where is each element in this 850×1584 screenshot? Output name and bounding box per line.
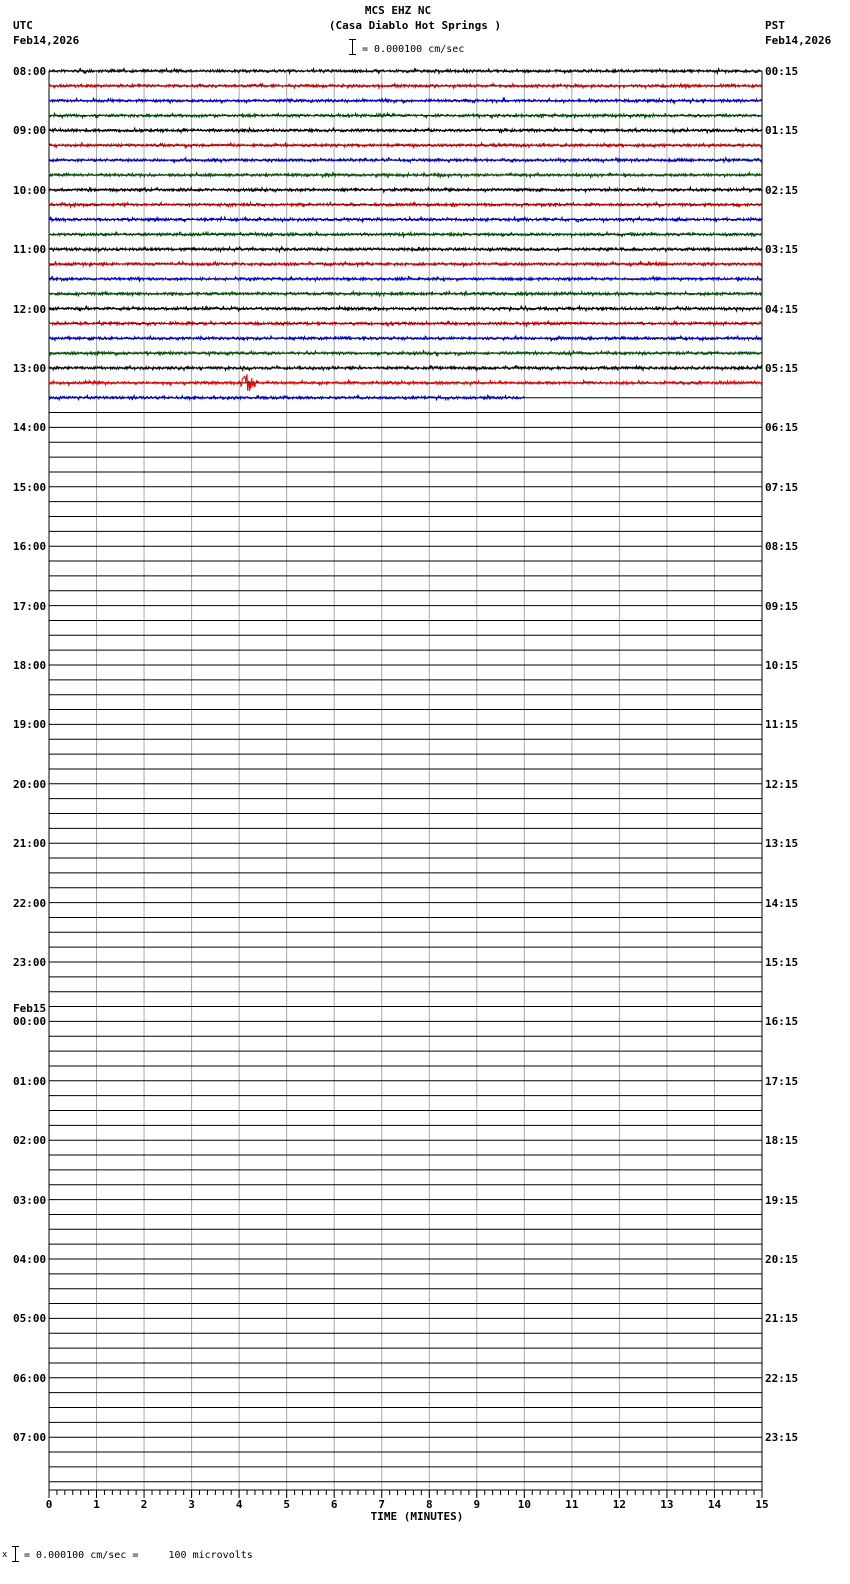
right-hour-label: 15:15: [765, 956, 799, 969]
right-hour-label: 09:15: [765, 599, 799, 613]
left-hour-label: 11:00: [13, 243, 47, 257]
right-hour-label: 19:15: [765, 1193, 799, 1207]
seismic-trace: [49, 247, 762, 252]
x-tick-label: 14: [707, 1498, 722, 1511]
right-hour-label: 08:15: [765, 540, 799, 554]
footer-scale-bar-icon: [12, 1546, 19, 1562]
site-name: (Casa Diablo Hot Springs ): [328, 19, 502, 32]
seismic-trace: [49, 232, 762, 237]
left-timezone: UTC: [13, 19, 33, 32]
seismic-trace: [49, 276, 762, 281]
left-hour-label: 19:00: [13, 718, 47, 732]
left-hour-label: 18:00: [13, 659, 47, 672]
seismic-trace: [49, 217, 762, 222]
right-hour-label: 03:15: [765, 243, 799, 257]
right-hour-label: 22:15: [765, 1371, 799, 1385]
right-hour-label: 04:15: [765, 302, 799, 316]
right-hour-label: 13:15: [765, 837, 799, 851]
left-hour-label: 02:00: [13, 1134, 47, 1148]
left-hour-label: 09:00: [13, 124, 47, 138]
left-hour-label: 08:00: [13, 65, 47, 78]
x-tick-label: 0: [45, 1498, 53, 1511]
seismic-trace: [49, 173, 762, 178]
seismic-trace: [49, 158, 762, 163]
right-hour-label: 10:15: [765, 659, 799, 672]
left-date: Feb14,2026: [13, 34, 80, 47]
x-tick-label: 10: [517, 1498, 531, 1511]
station-title: MCS EHZ NC: [364, 4, 432, 17]
x-tick-label: 5: [283, 1498, 290, 1511]
left-hour-label: 13:00: [13, 362, 47, 375]
x-tick-label: 11: [565, 1498, 579, 1511]
seismic-trace: [49, 366, 762, 371]
left-hour-label: 05:00: [13, 1312, 47, 1326]
left-hour-label: 04:00: [13, 1253, 47, 1266]
right-hour-label: 12:15: [765, 777, 799, 791]
left-hour-label: 01:00: [13, 1074, 47, 1088]
x-tick-label: 4: [235, 1498, 243, 1511]
x-tick-label: 9: [473, 1498, 481, 1511]
right-hour-label: 17:15: [765, 1074, 799, 1088]
seismic-trace: [49, 351, 762, 356]
left-hour-label: 07:00: [13, 1431, 47, 1445]
footer-scale-note: = 0.000100 cm/sec = 100 microvolts: [24, 1550, 253, 1561]
x-tick-label: 3: [188, 1498, 195, 1511]
seismic-trace: [49, 291, 762, 296]
left-hour-label: 20:00: [13, 777, 47, 791]
x-tick-label: 13: [660, 1498, 674, 1511]
left-hour-label: 03:00: [13, 1193, 47, 1207]
footer-x-marker: x: [2, 1550, 8, 1560]
x-tick-label: 7: [378, 1498, 386, 1511]
right-hour-label: 07:15: [765, 480, 799, 494]
seismic-trace: [49, 374, 762, 391]
scale-text: = 0.000100 cm/sec: [362, 44, 465, 55]
x-tick-label: 15: [755, 1498, 769, 1511]
x-tick-label: 12: [612, 1498, 627, 1511]
seismic-trace: [49, 143, 762, 148]
left-hour-label: 21:00: [13, 837, 47, 851]
right-hour-label: 20:15: [765, 1253, 799, 1266]
x-tick-label: 1: [93, 1498, 100, 1511]
right-hour-label: 01:15: [765, 124, 799, 138]
x-tick-label: 8: [425, 1498, 433, 1511]
seismic-trace: [49, 187, 762, 192]
seismic-trace: [49, 113, 762, 118]
right-hour-label: 00:15: [765, 65, 799, 78]
left-hour-label: 14:00: [13, 421, 47, 435]
right-hour-label: 21:15: [765, 1312, 799, 1326]
right-hour-label: 06:15: [765, 421, 799, 435]
left-hour-label: 00:00: [13, 1015, 47, 1029]
x-axis-label: TIME (MINUTES): [370, 1510, 464, 1523]
left-hour-label: 17:00: [13, 599, 47, 613]
x-tick-label: 6: [330, 1498, 338, 1511]
right-hour-label: 23:15: [765, 1431, 799, 1445]
left-hour-label: 12:00: [13, 302, 47, 316]
seismic-trace: [49, 336, 762, 341]
right-hour-label: 11:15: [765, 718, 799, 732]
right-timezone: PST: [765, 19, 785, 32]
right-date: Feb14,2026: [765, 34, 832, 47]
right-hour-label: 16:15: [765, 1015, 799, 1029]
date-change-label: Feb15: [13, 1002, 47, 1015]
left-hour-label: 10:00: [13, 183, 47, 197]
right-hour-label: 02:15: [765, 183, 799, 197]
right-hour-label: 18:15: [765, 1134, 799, 1148]
left-hour-label: 15:00: [13, 480, 47, 494]
left-hour-label: 06:00: [13, 1371, 47, 1385]
left-hour-label: 22:00: [13, 896, 47, 910]
left-hour-label: 16:00: [13, 540, 47, 554]
right-hour-label: 05:15: [765, 362, 799, 375]
seismic-trace: [49, 321, 762, 326]
x-tick-label: 2: [140, 1498, 148, 1511]
right-hour-label: 14:15: [765, 896, 799, 910]
seismic-trace: [49, 83, 762, 88]
left-hour-label: 23:00: [13, 956, 47, 969]
